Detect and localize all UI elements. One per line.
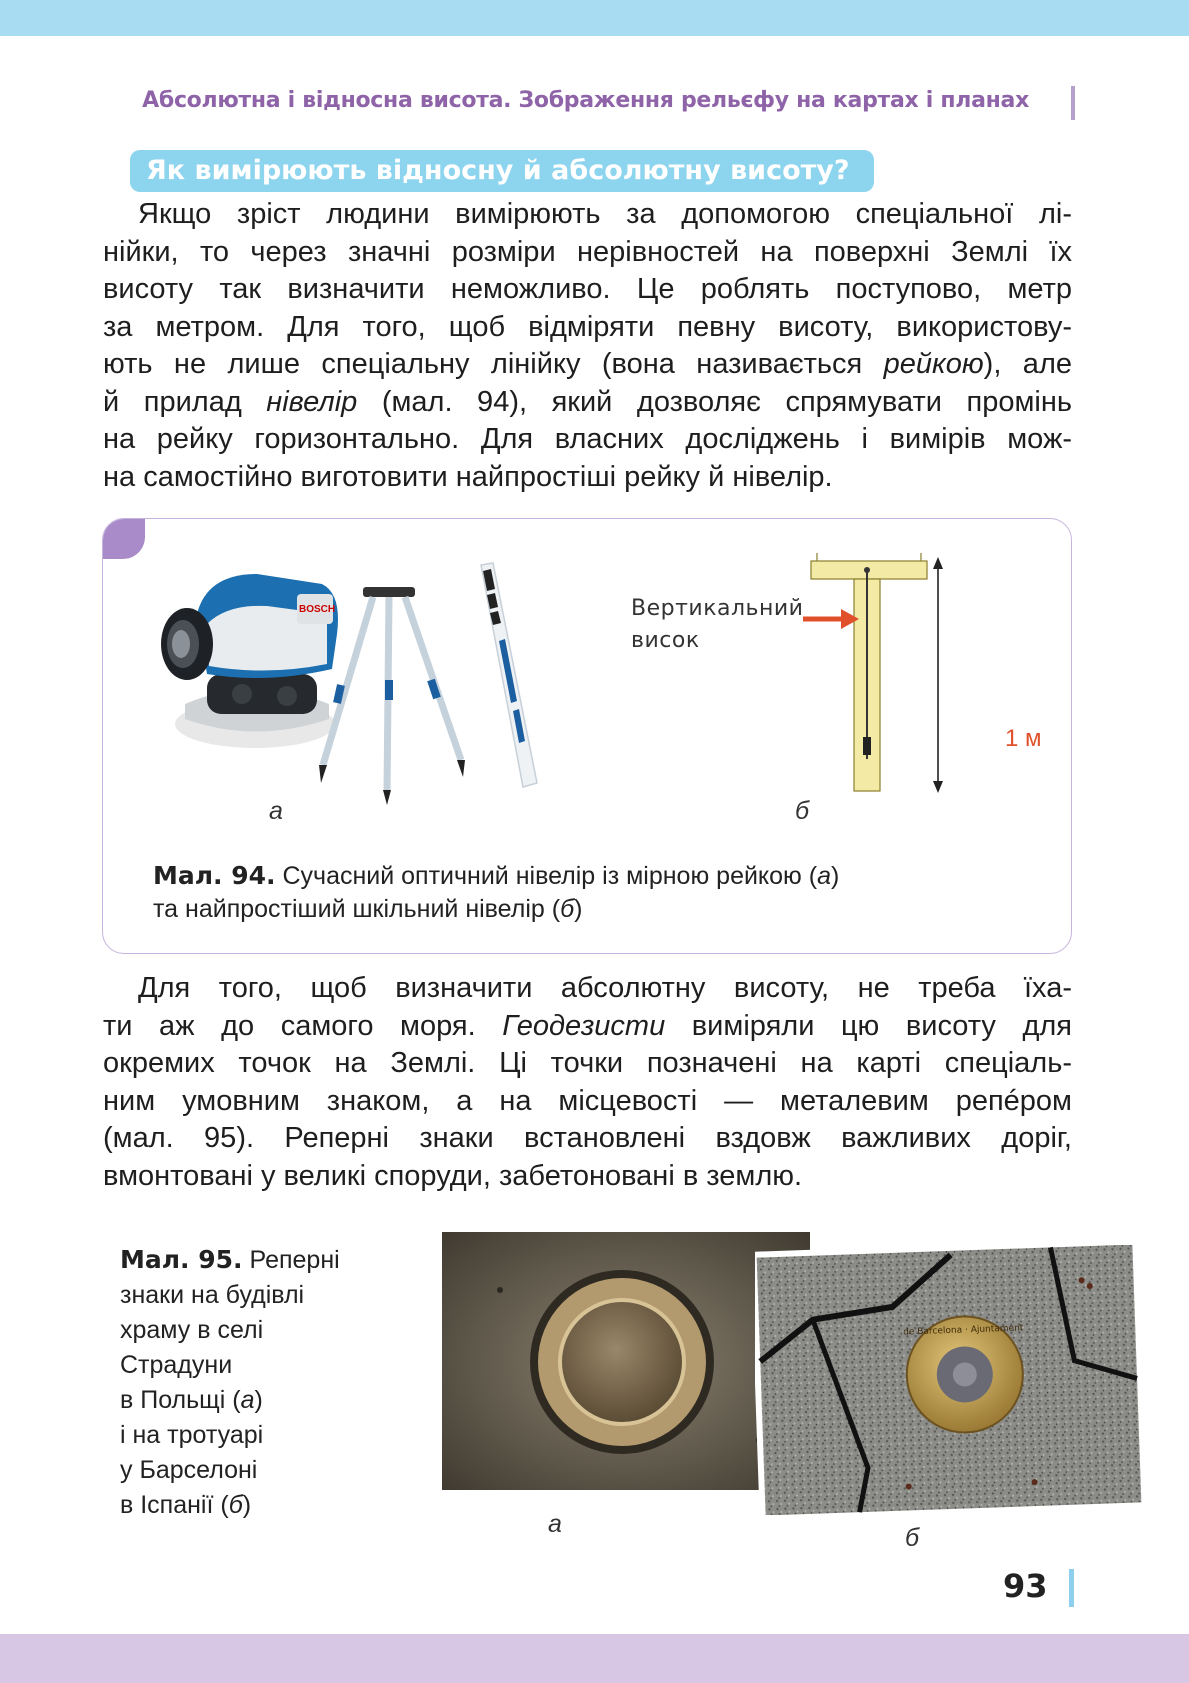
caption-line [120, 1383, 380, 1418]
text-run: ) [574, 895, 583, 923]
figure-94-sub-a: а [269, 797, 283, 825]
bottom-color-band [0, 1634, 1189, 1683]
paragraph-line: окремих точок на Землі. Ці точки позначені на карті спеціаль- [103, 1047, 1072, 1079]
brand-label: BOSCH [299, 604, 336, 615]
paragraph-line: Якщо зріст людини вимірюють за допомогою спеціальної лі- [138, 198, 1072, 230]
tripod-image [311, 585, 471, 805]
caption-line: і на тротуарі [120, 1421, 264, 1449]
plumb-label [631, 593, 803, 657]
paragraph-line: на самостійно виготовити найпростіші рейку й нівелір. [103, 460, 833, 493]
text-run: а [817, 862, 831, 890]
text-run: б [560, 895, 575, 923]
running-header: Абсолютна і відносна висота. Зображення рельєфу на картах і планах [142, 88, 1029, 113]
text-run: (мал. 94), який дозволяє спрямувати промінь [357, 385, 1072, 418]
paragraph-line: Для того, щоб визначити абсолютну висоту, не треба їха- [138, 972, 1072, 1004]
measuring-staff-image [473, 561, 563, 791]
figure-94-box [102, 518, 1072, 954]
term-niveler: нівелір [266, 385, 358, 418]
text-run: виміряли цю висоту для [665, 1009, 1072, 1042]
paragraph-line: (мал. 95). Реперні знаки встановлені вздовж важливих доріг, [103, 1122, 1072, 1154]
paragraph-line [103, 1008, 1072, 1046]
caption-line: знаки на будівлі [120, 1281, 305, 1309]
paragraph-line: висоту так визначити неможливо. Це роблять поступово, метр [103, 273, 1072, 305]
text-run: б [228, 1491, 243, 1519]
text-run: а [240, 1386, 255, 1414]
paragraph-2 [103, 970, 1072, 1195]
figure-95-sub-b: б [905, 1524, 920, 1552]
page-number-rule [1069, 1569, 1074, 1607]
photo-benchmark-barcelona [755, 1245, 1143, 1515]
figure-94-sub-b: б [795, 797, 810, 825]
text-run: Реперні [249, 1246, 340, 1274]
text-run: ), але [983, 348, 1072, 380]
text-run: ють не лише спеціальну лінійку (вона називається [103, 348, 884, 380]
plumb-label-line: висок [631, 628, 700, 653]
header-divider [1071, 86, 1075, 120]
text-run: Сучасний оптичний нівелір із мірною рейкою ( [275, 862, 818, 890]
caption-label: Мал. 94. [153, 861, 276, 890]
paragraph-line [103, 346, 1072, 384]
caption-line [120, 1488, 380, 1523]
text-run: в Іспанії ( [120, 1491, 229, 1519]
paragraph-1 [103, 196, 1072, 496]
paragraph-line: на рейку горизонтально. Для власних досліджень і вимірів мож- [103, 423, 1072, 455]
plate-inscription: de Barcelona · Ajuntament [903, 1323, 1024, 1338]
text-run: ) [254, 1386, 263, 1414]
scale-label: 1 м [1005, 725, 1042, 752]
figure-95-sub-a: а [548, 1510, 562, 1538]
caption-line: храму в селі [120, 1316, 264, 1344]
term-geodesists: Геодезисти [502, 1009, 666, 1042]
term-rejka: рейкою [883, 348, 984, 380]
paragraph-line: за метром. Для того, щоб відміряти певну висоту, використову- [103, 310, 1072, 343]
top-color-band [0, 0, 1189, 36]
figure-94-caption [153, 859, 839, 926]
text-run: ) [830, 862, 840, 890]
caption-line [153, 893, 839, 926]
caption-line [120, 1242, 380, 1278]
caption-line: Страдуни [120, 1351, 233, 1379]
paragraph-line: вмонтовані у великі споруди, забетоновані в землю. [103, 1159, 803, 1192]
text-run: ) [242, 1491, 252, 1519]
caption-label: Мал. 95. [120, 1245, 243, 1274]
paragraph-line [103, 384, 1072, 422]
text-run: в Польщі ( [120, 1386, 241, 1414]
text-run: та найпростіший шкільний нівелір ( [153, 895, 561, 923]
figure-95-caption [120, 1242, 380, 1523]
text-run: й прилад [103, 385, 267, 418]
page-number: 93 [1003, 1567, 1048, 1605]
caption-line: у Барселоні [120, 1456, 258, 1484]
plumb-label-line: Вертикальний [631, 596, 804, 621]
school-level-diagram [803, 549, 1023, 799]
text-run: ти аж до самого моря. [103, 1009, 503, 1042]
paragraph-line: ним умовним знаком, а на місцевості — металевим репéром [103, 1084, 1072, 1117]
paragraph-line: нійки, то через значні розміри нерівностей на поверхні Землі їх [103, 235, 1072, 268]
section-title: Як вимірюють відносну й абсолютну висоту? [130, 150, 874, 192]
figure-corner-tab [103, 519, 145, 559]
caption-line [153, 859, 839, 893]
